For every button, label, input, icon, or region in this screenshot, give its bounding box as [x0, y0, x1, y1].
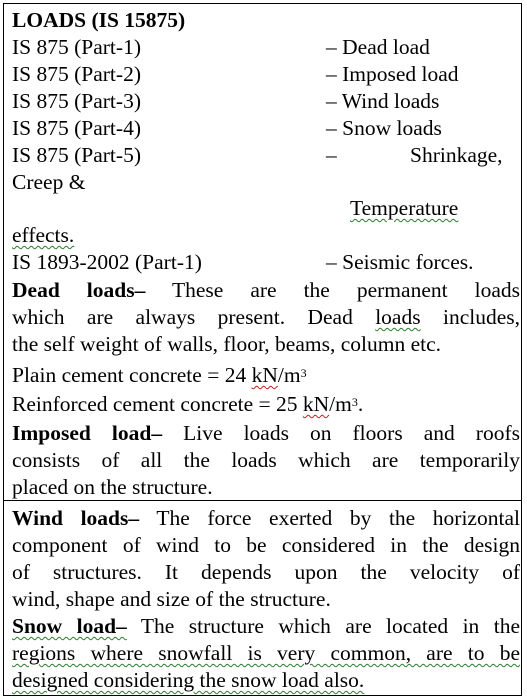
- rcc-end: .: [357, 392, 364, 416]
- code-part2: IS 875 (Part-2): [12, 62, 141, 86]
- wind-line3: of structures. It depends upon the velocity of: [12, 560, 520, 584]
- snow-line1: [12, 613, 520, 640]
- part5-creep: Creep &: [12, 170, 86, 194]
- pcc-m: /m: [277, 363, 301, 387]
- loads-heading: LOADS (IS 15875): [12, 8, 186, 32]
- snow-title: Snow load–: [12, 614, 127, 638]
- part5-temperature: Temperature: [350, 196, 459, 220]
- rcc-line: [12, 391, 363, 418]
- rcc-m: /m: [329, 392, 352, 416]
- pcc-text: Plain cement concrete = 24: [12, 363, 247, 387]
- load-part1: – Dead load: [326, 35, 430, 59]
- dead-loads-title: Dead loads–: [12, 278, 146, 302]
- pcc-sup: 3: [300, 366, 307, 380]
- dead-loads-text2b: loads: [375, 305, 421, 329]
- load-part2: – Imposed load: [326, 62, 459, 86]
- part5-dash: –: [326, 143, 337, 167]
- rcc-sup: 3: [351, 395, 358, 409]
- code-part3: IS 875 (Part-3): [12, 89, 141, 113]
- load-part3: – Wind loads: [326, 89, 440, 113]
- snow-line3: designed considering the snow load also.: [12, 668, 365, 692]
- dead-loads-text1: These are the permanent loads: [171, 278, 520, 302]
- imposed-line2: consists of all the loads which are temporarily: [12, 448, 520, 472]
- dead-loads-line2: [12, 304, 520, 331]
- load-seismic: – Seismic forces.: [326, 250, 474, 274]
- wind-title: Wind loads–: [12, 506, 140, 530]
- code-part1: IS 875 (Part-1): [12, 35, 141, 59]
- dead-loads-line1: [12, 277, 520, 304]
- imposed-text1: Live loads on floors and roofs: [183, 421, 520, 445]
- wind-text1: The force exerted by the horizontal: [156, 506, 520, 530]
- snow-line2: regions where snowfall is very common, are to be: [12, 641, 520, 665]
- imposed-line3: placed on the structure.: [12, 475, 213, 499]
- pcc-line: [12, 362, 307, 389]
- wind-line4: wind, shape and size of the structure.: [12, 587, 331, 611]
- rcc-text: Reinforced cement concrete = 25: [12, 392, 298, 416]
- dead-loads-text2c: includes,: [442, 305, 520, 329]
- code-seismic: IS 1893-2002 (Part-1): [12, 250, 202, 274]
- pcc-unit: kN: [251, 363, 278, 387]
- wind-line1: [12, 505, 520, 532]
- part5-shrinkage: Shrinkage,: [410, 143, 503, 167]
- rcc-unit: kN: [302, 392, 330, 416]
- part5-effects: effects.: [12, 223, 75, 247]
- code-part5: IS 875 (Part-5): [12, 143, 141, 167]
- wind-line2: component of wind to be considered in the design: [12, 533, 520, 557]
- dead-loads-line3: the self weight of walls, floor, beams, column etc.: [12, 332, 442, 356]
- snow-text1: The structure which are located in the: [140, 614, 520, 638]
- dead-loads-text2a: which are always present. Dead: [12, 305, 353, 329]
- code-part4: IS 875 (Part-4): [12, 116, 141, 140]
- imposed-title: Imposed load–: [12, 421, 163, 445]
- load-part4: – Snow loads: [326, 116, 442, 140]
- imposed-line1: [12, 420, 520, 447]
